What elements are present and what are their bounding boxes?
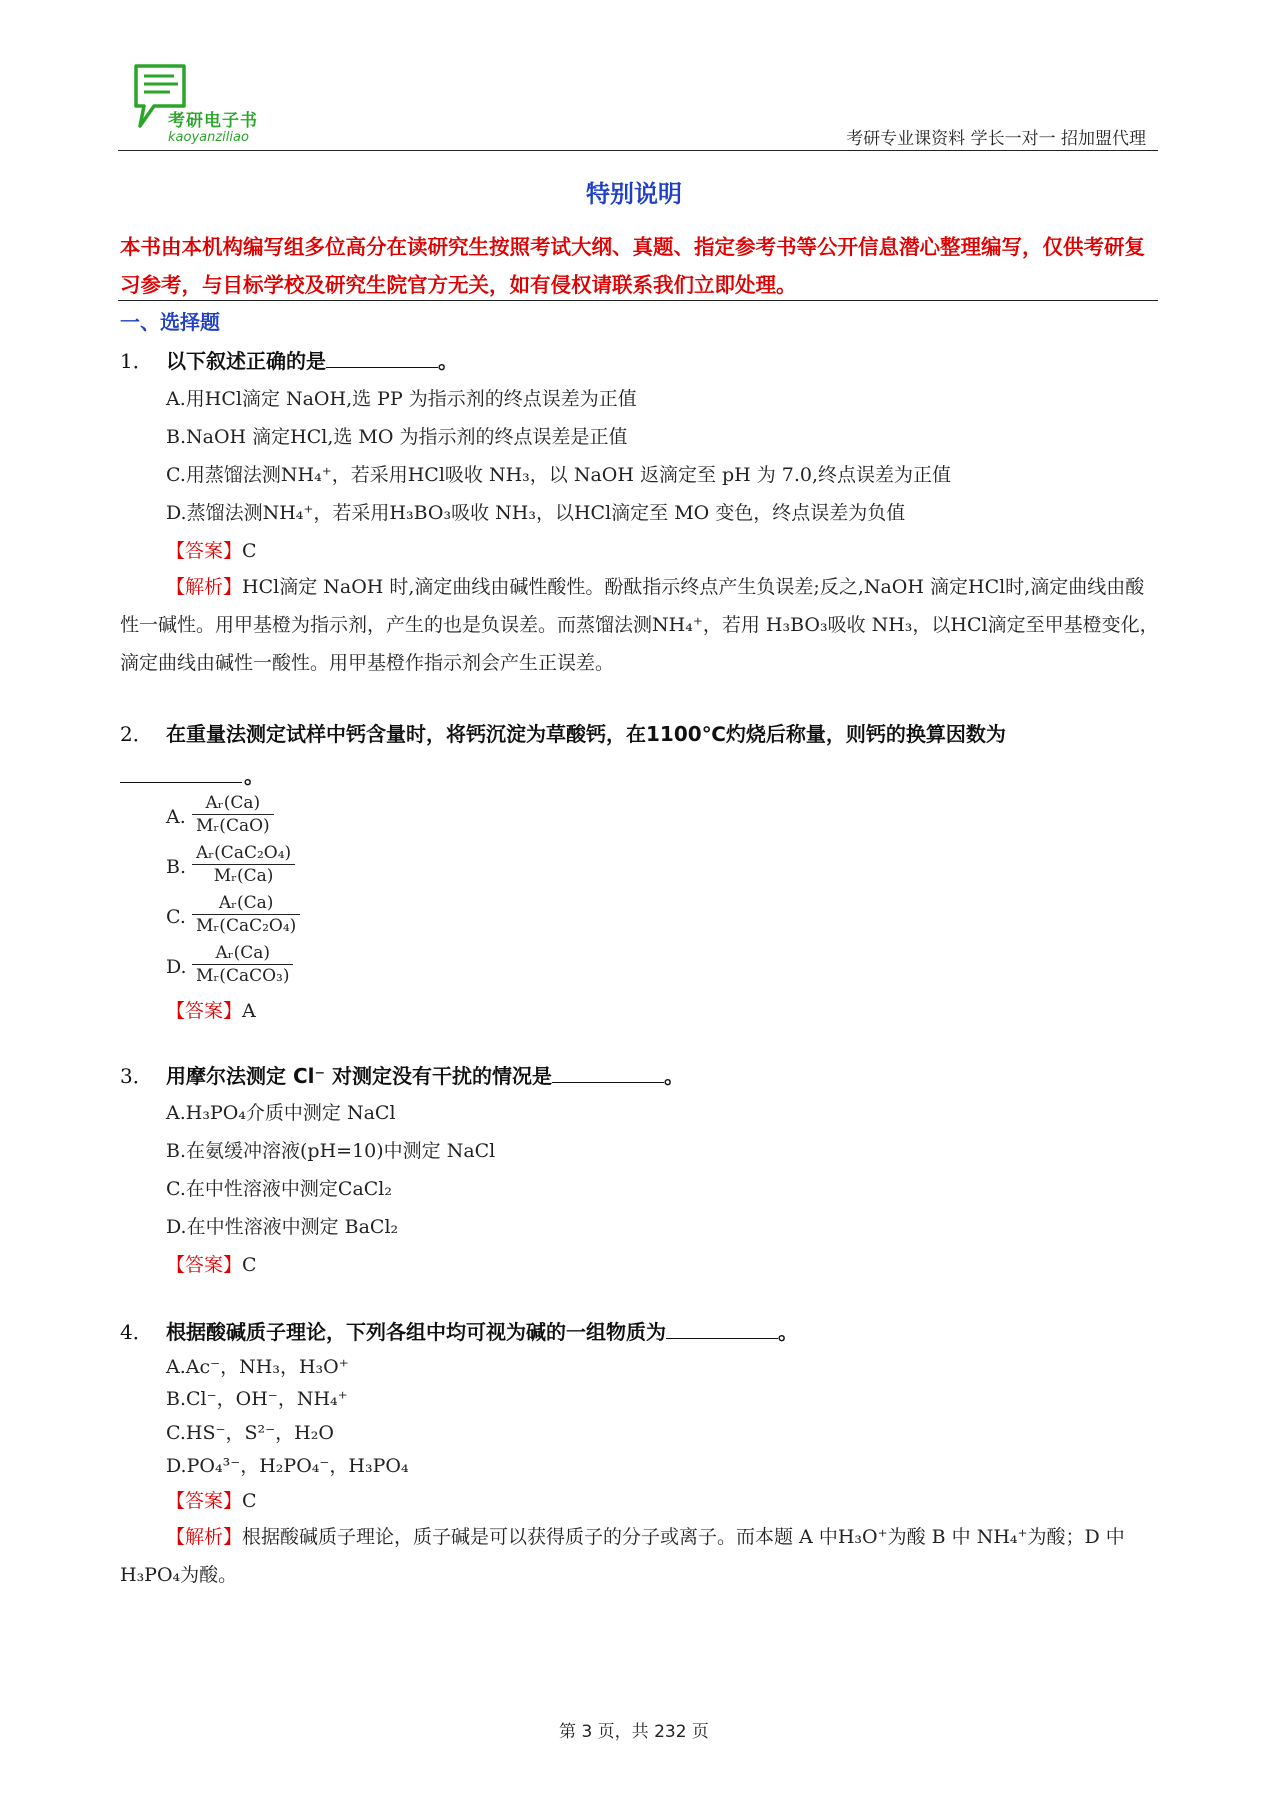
option-label: C. (166, 906, 186, 928)
answer-line (166, 1250, 257, 1277)
question-text: 用摩尔法测定 Cl⁻ 对测定没有干扰的情况是 (166, 1064, 553, 1088)
denominator: Mᵣ(CaCO₃) (192, 964, 293, 987)
answer-blank (326, 349, 438, 368)
option-a: A.H₃PO₄介质中测定 NaCl (166, 1102, 396, 1124)
question-end: 。 (664, 1064, 685, 1088)
header-tagline: 考研专业课资料 学长一对一 招加盟代理 (846, 129, 1146, 149)
denominator: Mᵣ(CaC₂O₄) (192, 914, 300, 937)
fraction (192, 792, 274, 837)
option-b: B.Cl⁻，OH⁻，NH₄⁺ (166, 1388, 348, 1410)
answer-blank (552, 1064, 664, 1083)
explanation-tag: 【解析】 (166, 1526, 243, 1548)
numerator: Aᵣ(CaC₂O₄) (196, 843, 292, 863)
question-end: 。 (244, 764, 264, 788)
question-text: 以下叙述正确的是 (166, 349, 326, 373)
question-4-stem (120, 1316, 798, 1345)
explanation-text: HCl滴定 NaOH 时,滴定曲线由碱性酸性。酚酞指示终点产生负误差;反之,NaOH 滴定HCl时,滴定曲线由酸性一碱性。用甲基橙为指示剂，产生的也是负误差。而蒸馏法测NH₄⁺，若用 H₃BO₃吸收 NH₃，以HCl滴定至甲基橙变化，滴定曲线由碱性一酸性。用甲基橙作指示剂会产生正误差。 (120, 576, 1159, 674)
explanation-tag: 【解析】 (166, 576, 243, 598)
section-title: 一、选择题 (120, 310, 220, 334)
answer-line (166, 996, 256, 1023)
option-d: D.在中性溶液中测定 BaCl₂ (166, 1216, 399, 1238)
question-3-stem (120, 1060, 684, 1089)
question-end: 。 (778, 1320, 798, 1344)
question-2-stem (120, 718, 1006, 747)
denominator: Mᵣ(Ca) (192, 864, 295, 887)
page-footer: 第 3 页，共 232 页 (559, 1722, 709, 1742)
explanation-text: 根据酸碱质子理论，质子碱是可以获得质子的分子或离子。而本题 A 中H₃O⁺为酸 B 中 NH₄⁺为酸；D 中 H₃PO₄为酸。 (120, 1526, 1125, 1586)
explanation (120, 1518, 1160, 1594)
answer-tag: 【答案】 (166, 1254, 243, 1276)
option-c: C.HS⁻，S²⁻，H₂O (166, 1422, 334, 1444)
answer-value: C (242, 1490, 257, 1512)
notice-divider (118, 300, 1158, 301)
fraction (192, 942, 293, 987)
special-title: 特别说明 (586, 180, 682, 208)
option-c: C.用蒸馏法测NH₄⁺，若采用HCl吸收 NH₃，以 NaOH 返滴定至 pH 为 7.0,终点误差为正值 (166, 464, 952, 486)
question-text: 在重量法测定试样中钙含量时，将钙沉淀为草酸钙，在1100℃灼烧后称量，则钙的换算因数为 (166, 722, 1006, 746)
fraction (192, 892, 300, 937)
logo-name: 考研电子书 (168, 111, 258, 131)
answer-value: C (242, 1254, 257, 1276)
answer-line (166, 536, 257, 563)
option-b: B.在氨缓冲溶液(pH=10)中测定 NaCl (166, 1140, 496, 1162)
option-a: A.用HCl滴定 NaOH,选 PP 为指示剂的终点误差为正值 (166, 388, 637, 410)
answer-value: C (242, 540, 257, 562)
logo-subtitle: kaoyanziliao (168, 130, 249, 145)
numerator: Aᵣ(Ca) (218, 893, 274, 913)
question-number: 3． (120, 1064, 153, 1088)
question-number: 2． (120, 722, 153, 746)
option-b: B.NaOH 滴定HCl,选 MO 为指示剂的终点误差是正值 (166, 426, 628, 448)
denominator: Mᵣ(CaO) (192, 814, 274, 837)
option-d: D.PO₄³⁻，H₂PO₄⁻，H₃PO₄ (166, 1455, 409, 1477)
option-c: C.在中性溶液中测定CaCl₂ (166, 1178, 392, 1200)
answer-blank (666, 1320, 778, 1339)
question-number: 1． (120, 349, 153, 373)
answer-line (166, 1486, 257, 1513)
page-header (118, 52, 1158, 152)
option-label: A. (166, 806, 186, 828)
disclaimer-notice: 本书由本机构编写组多位高分在读研究生按照考试大纲、真题、指定参考书等公开信息潜心整理编写，仅供考研复习参考，与目标学校及研究生院官方无关，如有侵权请联系我们立即处理。 (120, 235, 1145, 297)
answer-value: A (242, 1000, 256, 1022)
header-divider (118, 150, 1158, 151)
question-1-stem (120, 345, 458, 374)
fraction (192, 842, 295, 887)
answer-blank (120, 782, 242, 783)
option-a: A.Ac⁻，NH₃，H₃O⁺ (166, 1356, 349, 1378)
answer-tag: 【答案】 (166, 1000, 243, 1022)
option-label: D. (166, 956, 187, 978)
question-end: 。 (438, 349, 458, 373)
question-number: 4． (120, 1320, 153, 1344)
answer-tag: 【答案】 (166, 1490, 243, 1512)
logo (132, 62, 272, 145)
option-label: B. (166, 856, 187, 878)
numerator: Aᵣ(Ca) (215, 943, 271, 963)
question-text: 根据酸碱质子理论，下列各组中均可视为碱的一组物质为 (166, 1320, 666, 1344)
option-d: D.蒸馏法测NH₄⁺，若采用H₃BO₃吸收 NH₃，以HCl滴定至 MO 变色，终点误差为负值 (166, 502, 906, 524)
numerator: Aᵣ(Ca) (205, 793, 261, 813)
explanation (120, 568, 1160, 682)
answer-tag: 【答案】 (166, 540, 243, 562)
